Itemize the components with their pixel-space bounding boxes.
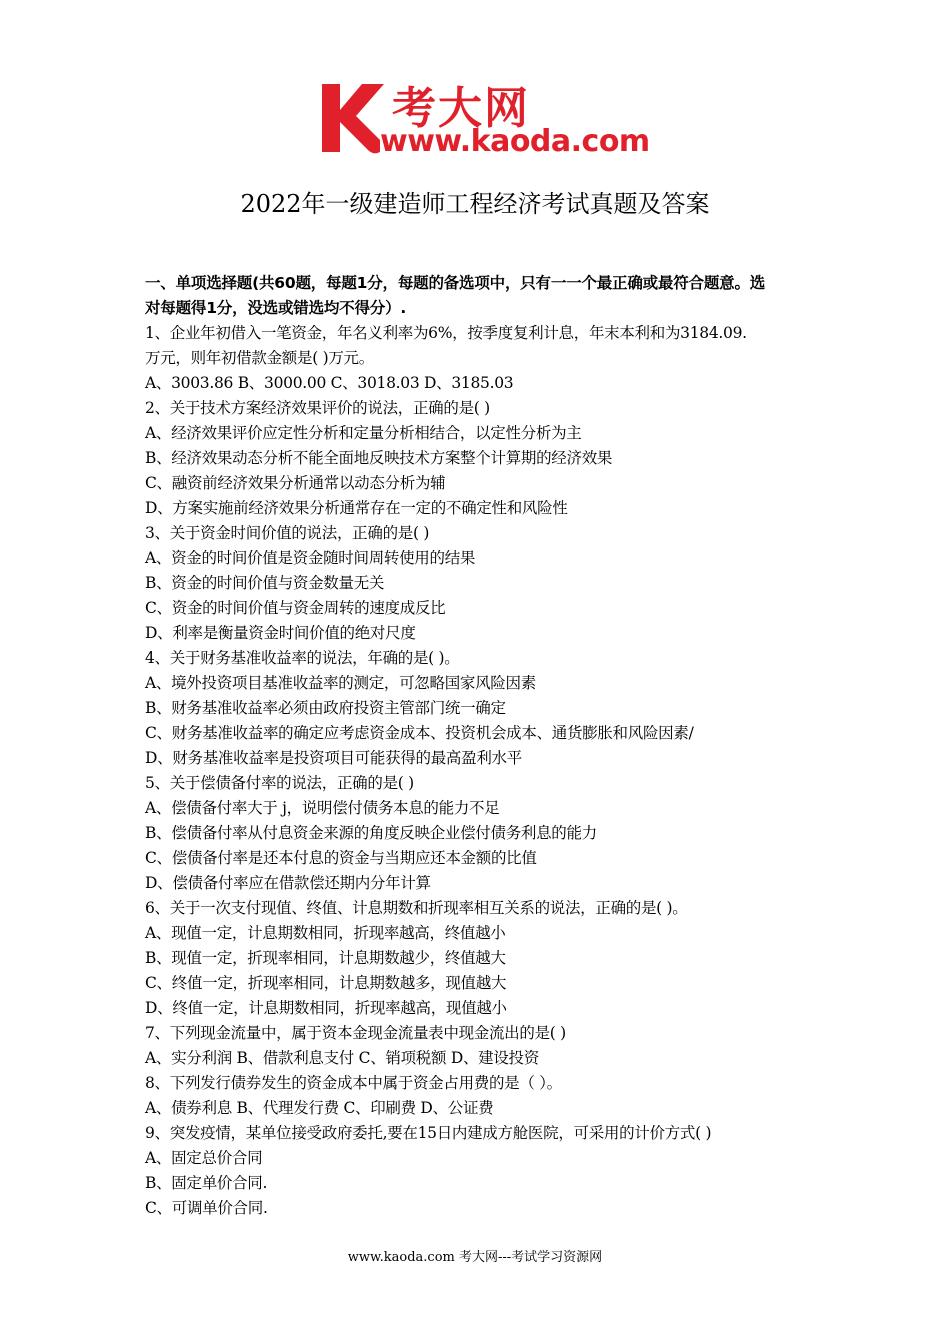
text-line: A、偿债备付率大于 j，说明偿付债务本息的能力不足 — [145, 799, 500, 817]
text-line: A、债券利息 B、代理发行费 C、印刷费 D、公证费 — [145, 1099, 494, 1117]
question-line: 1、企业年初借入一笔资金，年名义利率为6%，按季度复利计息，年末本利和为3184.09. — [145, 324, 747, 342]
text-line: D、财务基准收益率是投资项目可能获得的最高盈利水平 — [145, 749, 522, 767]
text-line: A、境外投资项目基准收益率的测定，可忽略国家风险因素 — [145, 674, 536, 692]
text-line: D、终值一定，计息期数相同，折现率越高，现值越小 — [145, 999, 507, 1017]
text-line: C、财务基准收益率的确定应考虑资金成本、投资机会成本、通货膨胀和风险因素/ — [145, 724, 694, 742]
section-heading-line-2: 对每题得1分，没选或错选均不得分）. — [145, 299, 407, 317]
kaoda-logo — [318, 78, 650, 160]
text-line: A、资金的时间价值是资金随时间周转使用的结果 — [145, 549, 476, 567]
document-title: 2022年一级建造师工程经济考试真题及答案 — [240, 190, 710, 218]
question-line: 9、突发疫情，某单位接受政府委托,要在15日内建成方舱医院，可采用的计价方式( ) — [145, 1124, 712, 1142]
text-line: B、现值一定，折现率相同，计息期数越少，终值越大 — [145, 949, 506, 967]
question-line: 5、关于偿债备付率的说法，正确的是( ) — [145, 774, 414, 792]
logo-brand-text: 考大网 — [392, 83, 530, 134]
text-line: C、可调单价合同. — [145, 1199, 268, 1217]
text-line: B、经济效果动态分析不能全面地反映技术方案整个计算期的经济效果 — [145, 449, 613, 467]
question-line: 3、关于资金时间价值的说法，正确的是( ) — [145, 524, 430, 542]
text-line: A、实分利润 B、借款利息支付 C、销项税额 D、建设投资 — [145, 1049, 539, 1067]
text-line: 万元，则年初借款金额是( )万元。 — [145, 349, 374, 367]
question-line: 2、关于技术方案经济效果评价的说法，正确的是( ) — [145, 399, 490, 417]
k-logo-icon — [318, 80, 388, 156]
text-line: B、资金的时间价值与资金数量无关 — [145, 574, 385, 592]
text-line: B、偿债备付率从付息资金来源的角度反映企业偿付债务利息的能力 — [145, 824, 597, 842]
text-line: B、财务基准收益率必须由政府投资主管部门统一确定 — [145, 699, 506, 717]
section-heading-line-1: 一、单项选择题(共60题，每题1分，每题的备选项中，只有一一个最正确或最符合题意。选 — [145, 274, 766, 292]
question-line: 7、下列现金流量中，属于资本金现金流量表中现金流出的是( ) — [145, 1024, 566, 1042]
text-line: D、偿债备付率应在借款偿还期内分年计算 — [145, 874, 431, 892]
logo-url-text: www.kaoda.com — [380, 124, 650, 159]
page-footer: www.kaoda.com 考大网---考试学习资源网 — [347, 1250, 603, 1265]
text-line: C、融资前经济效果分析通常以动态分析为辅 — [145, 474, 446, 492]
document-body — [145, 271, 815, 1221]
text-line: B、固定单价合同. — [145, 1174, 268, 1192]
text-line: C、偿债备付率是还本付息的资金与当期应还本金额的比值 — [145, 849, 537, 867]
text-line: A、固定总价合同 — [145, 1149, 263, 1167]
question-line: 8、下列发行债券发生的资金成本中属于资金占用费的是（ ）。 — [145, 1074, 562, 1092]
text-line: A、现值一定，计息期数相同，折现率越高，终值越小 — [145, 924, 506, 942]
question-list — [145, 321, 815, 1221]
text-line: D、利率是衡量资金时间价值的绝对尺度 — [145, 624, 416, 642]
text-line: C、资金的时间价值与资金周转的速度成反比 — [145, 599, 446, 617]
question-line: 4、关于财务基准收益率的说法，年确的是( )。 — [145, 649, 460, 667]
text-line: C、终值一定，折现率相同，计息期数越多，现值越大 — [145, 974, 507, 992]
text-line: A、经济效果评价应定性分析和定量分析相结合，以定性分析为主 — [145, 424, 582, 442]
text-line: D、方案实施前经济效果分析通常存在一定的不确定性和风险性 — [145, 499, 568, 517]
text-line: A、3003.86 B、3000.00 C、3018.03 D、3185.03 — [145, 374, 514, 392]
question-line: 6、关于一次支付现值、终值、计息期数和折现率相互关系的说法，正确的是( )。 — [145, 899, 688, 917]
